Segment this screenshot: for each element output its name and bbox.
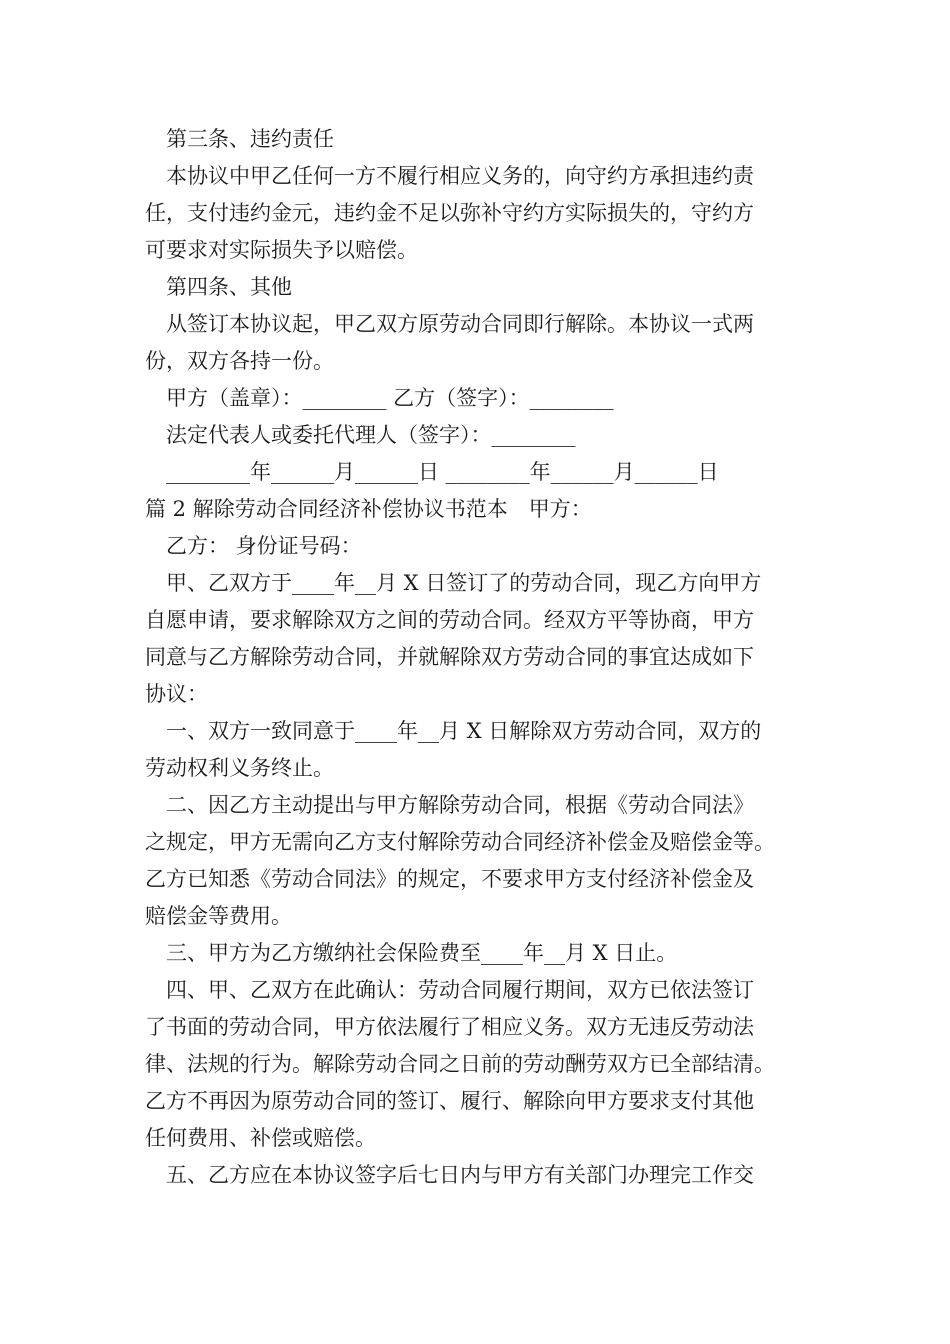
clause-4-text-line: 从签订本协议起，甲乙双方原劳动合同即行解除。本协议一式两 bbox=[166, 312, 754, 336]
signature-line-representative: 法定代表人或委托代理人（签字）：________ bbox=[166, 423, 576, 447]
item-4-line: 四、甲、乙双方在此确认：劳动合同履行期间，双方已依法签订 bbox=[166, 978, 754, 1002]
item-2-line: 赔偿金等费用。 bbox=[145, 904, 292, 928]
item-4-line: 乙方不再因为原劳动合同的签订、履行、解除向甲方要求支付其他 bbox=[145, 1089, 754, 1113]
preamble-line: 协议： bbox=[145, 682, 208, 706]
clause-3-text-line: 任，支付违约金元，违约金不足以弥补守约方实际损失的，守约方 bbox=[145, 201, 754, 225]
item-1-line: 一、双方一致同意于____年__月 X 日解除双方劳动合同，双方的 bbox=[166, 719, 762, 743]
preamble-line: 同意与乙方解除劳动合同，并就解除双方劳动合同的事宜达成如下 bbox=[145, 645, 754, 669]
item-2-line: 二、因乙方主动提出与甲方解除劳动合同，根据《劳动合同法》 bbox=[166, 793, 754, 817]
clause-3-heading: 第三条、违约责任 bbox=[166, 127, 334, 151]
signature-line-parties: 甲方（盖章）：________ 乙方（签字）：________ bbox=[166, 386, 614, 410]
preamble-line: 自愿申请，要求解除双方之间的劳动合同。经双方平等协商，甲方 bbox=[145, 608, 754, 632]
item-3-line: 三、甲方为乙方缴纳社会保险费至____年__月 X 日止。 bbox=[166, 941, 678, 965]
item-5-line: 五、乙方应在本协议签字后七日内与甲方有关部门办理完工作交 bbox=[166, 1163, 754, 1187]
document-body bbox=[145, 121, 815, 1194]
item-1-line: 劳动权利义务终止。 bbox=[145, 756, 334, 780]
clause-3-text-line: 本协议中甲乙任何一方不履行相应义务的，向守约方承担违约责 bbox=[166, 164, 754, 188]
clause-4-text-line: 份，双方各持一份。 bbox=[145, 349, 334, 373]
party-b-line: 乙方： 身份证号码： bbox=[166, 534, 362, 558]
clause-3-text-line: 可要求对实际损失予以赔偿。 bbox=[145, 238, 418, 262]
item-4-line: 任何费用、补偿或赔偿。 bbox=[145, 1126, 376, 1150]
item-4-line: 律、法规的行为。解除劳动合同之日前的劳动酬劳双方已全部结清。 bbox=[145, 1052, 775, 1076]
item-4-line: 了书面的劳动合同，甲方依法履行了相应义务。双方无违反劳动法 bbox=[145, 1015, 754, 1039]
preamble-line: 甲、乙双方于____年__月 X 日签订了的劳动合同，现乙方向甲方 bbox=[166, 571, 762, 595]
signature-date-line: ________年______月______日 ________年______月______日 bbox=[166, 460, 719, 484]
clause-4-heading: 第四条、其他 bbox=[166, 275, 292, 299]
item-2-line: 之规定，甲方无需向乙方支付解除劳动合同经济补偿金及赔偿金等。 bbox=[145, 830, 775, 854]
item-2-line: 乙方已知悉《劳动合同法》的规定，不要求甲方支付经济补偿金及 bbox=[145, 867, 754, 891]
section-2-title: 篇 2 解除劳动合同经济补偿协议书范本 甲方： bbox=[145, 497, 592, 521]
